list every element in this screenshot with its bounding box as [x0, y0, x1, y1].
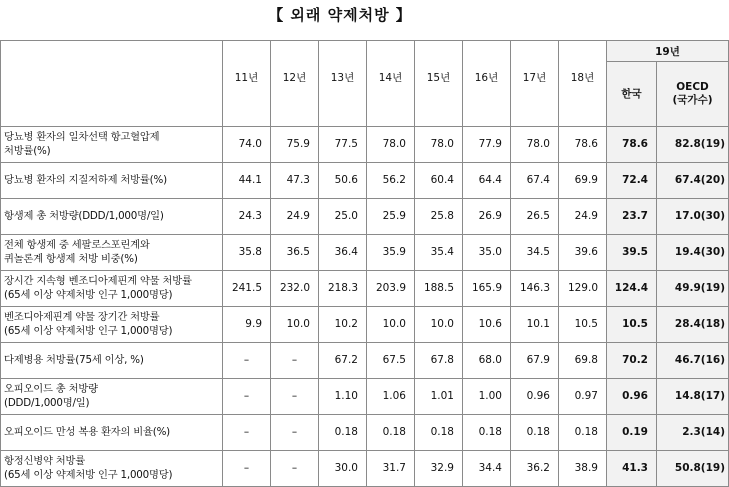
cell-korea-2019: 39.5 — [607, 234, 657, 270]
prescription-table — [0, 40, 729, 487]
cell-year-value: 69.9 — [559, 162, 607, 198]
cell-year-value: 56.2 — [367, 162, 415, 198]
cell-korea-2019: 124.4 — [607, 270, 657, 306]
cell-oecd-2019: 50.8(19) — [657, 450, 729, 486]
row-label-line1: 벤조디아제핀계 약물 장기간 처방률 — [4, 311, 160, 323]
cell-oecd-2019: 19.4(30) — [657, 234, 729, 270]
cell-korea-2019: 41.3 — [607, 450, 657, 486]
row-label-line1: 오피오이드 만성 복용 환자의 비율(%) — [4, 426, 170, 438]
cell-year-value: 24.9 — [271, 198, 319, 234]
cell-year-value: 1.06 — [367, 378, 415, 414]
cell-year-value: 78.0 — [415, 126, 463, 162]
header-oecd-line2: (국가수) — [672, 93, 713, 106]
cell-oecd-2019: 46.7(16) — [657, 342, 729, 378]
row-label-line2: 퀴놀론계 항생제 처방 비중(%) — [4, 253, 138, 265]
cell-year-value: 10.0 — [415, 306, 463, 342]
cell-oecd-2019: 17.0(30) — [657, 198, 729, 234]
row-label — [1, 234, 223, 270]
cell-year-value: 36.2 — [511, 450, 559, 486]
cell-korea-2019: 70.2 — [607, 342, 657, 378]
cell-korea-2019: 78.6 — [607, 126, 657, 162]
row-label-line1: 전체 항생제 중 세팔로스포린계와 — [4, 239, 150, 251]
cell-year-value: 30.0 — [319, 450, 367, 486]
cell-year-value: 47.3 — [271, 162, 319, 198]
cell-year-value: 50.6 — [319, 162, 367, 198]
cell-oecd-2019: 14.8(17) — [657, 378, 729, 414]
cell-year-value: 10.0 — [367, 306, 415, 342]
cell-year-value: 67.2 — [319, 342, 367, 378]
header-year: 18년 — [559, 62, 607, 127]
header-year: 15년 — [415, 62, 463, 127]
cell-year-value: 64.4 — [463, 162, 511, 198]
cell-year-value: 0.96 — [511, 378, 559, 414]
row-label-line1: 장시간 지속형 벤조디아제핀계 약물 처방률 — [4, 275, 192, 287]
row-label-line2: (DDD/1,000명/일) — [4, 397, 90, 409]
row-label — [1, 342, 223, 378]
header-oecd — [657, 62, 729, 127]
cell-year-value: 1.01 — [415, 378, 463, 414]
cell-year-value: 78.0 — [511, 126, 559, 162]
cell-korea-2019: 0.96 — [607, 378, 657, 414]
cell-year-value: 1.10 — [319, 378, 367, 414]
page-title: 【 외래 약제처방 】 — [268, 6, 412, 24]
cell-year-value: 67.4 — [511, 162, 559, 198]
cell-oecd-2019: 2.3(14) — [657, 414, 729, 450]
cell-year-value: 188.5 — [415, 270, 463, 306]
cell-year-value: 25.8 — [415, 198, 463, 234]
header-year: 17년 — [511, 62, 559, 127]
cell-year-value: – — [223, 342, 271, 378]
cell-year-value: 67.5 — [367, 342, 415, 378]
cell-year-value: 35.0 — [463, 234, 511, 270]
cell-korea-2019: 72.4 — [607, 162, 657, 198]
table-row — [1, 162, 729, 198]
cell-year-value: 0.18 — [463, 414, 511, 450]
cell-oecd-2019: 28.4(18) — [657, 306, 729, 342]
cell-year-value: 77.9 — [463, 126, 511, 162]
row-label-line1: 당뇨병 환자의 일차선택 항고혈압제 — [4, 131, 160, 143]
cell-year-value: 10.1 — [511, 306, 559, 342]
cell-year-value: 60.4 — [415, 162, 463, 198]
row-label — [1, 450, 223, 486]
header-year: 13년 — [319, 62, 367, 127]
cell-year-value: – — [271, 450, 319, 486]
header-year: 14년 — [367, 62, 415, 127]
cell-year-value: 10.2 — [319, 306, 367, 342]
row-label — [1, 378, 223, 414]
table-row — [1, 378, 729, 414]
cell-year-value: 165.9 — [463, 270, 511, 306]
cell-oecd-2019: 82.8(19) — [657, 126, 729, 162]
cell-year-value: 218.3 — [319, 270, 367, 306]
row-label-line1: 오피오이드 총 처방량 — [4, 383, 98, 395]
cell-year-value: 0.18 — [415, 414, 463, 450]
row-label — [1, 126, 223, 162]
cell-year-value: 34.4 — [463, 450, 511, 486]
table-row — [1, 234, 729, 270]
table-row — [1, 414, 729, 450]
row-label-line1: 항정신병약 처방률 — [4, 455, 86, 467]
header-year: 11년 — [223, 62, 271, 127]
header-row — [1, 62, 729, 127]
cell-year-value: 44.1 — [223, 162, 271, 198]
cell-year-value: 26.5 — [511, 198, 559, 234]
row-label — [1, 306, 223, 342]
cell-year-value: 67.8 — [415, 342, 463, 378]
cell-year-value: 0.18 — [559, 414, 607, 450]
cell-year-value: 232.0 — [271, 270, 319, 306]
cell-year-value: 35.9 — [367, 234, 415, 270]
header-row-top — [1, 41, 729, 62]
table-row — [1, 342, 729, 378]
cell-year-value: 25.9 — [367, 198, 415, 234]
cell-year-value: 10.6 — [463, 306, 511, 342]
cell-year-value: 24.9 — [559, 198, 607, 234]
cell-year-value: 9.9 — [223, 306, 271, 342]
cell-year-value: 36.5 — [271, 234, 319, 270]
table-row — [1, 270, 729, 306]
cell-year-value: 25.0 — [319, 198, 367, 234]
cell-korea-2019: 23.7 — [607, 198, 657, 234]
cell-year-value: – — [223, 378, 271, 414]
cell-year-value: 146.3 — [511, 270, 559, 306]
table-row — [1, 198, 729, 234]
header-blank — [1, 41, 223, 62]
cell-year-value: 10.5 — [559, 306, 607, 342]
row-label — [1, 414, 223, 450]
row-label-line1: 당뇨병 환자의 지질저하제 처방률(%) — [4, 174, 167, 186]
cell-year-value: 39.6 — [559, 234, 607, 270]
cell-year-value: – — [271, 342, 319, 378]
header-year: 16년 — [463, 62, 511, 127]
cell-year-value: 38.9 — [559, 450, 607, 486]
cell-year-value: 74.0 — [223, 126, 271, 162]
cell-oecd-2019: 67.4(20) — [657, 162, 729, 198]
cell-year-value: 69.8 — [559, 342, 607, 378]
cell-year-value: 31.7 — [367, 450, 415, 486]
cell-year-value: 75.9 — [271, 126, 319, 162]
cell-year-value: 0.18 — [367, 414, 415, 450]
cell-oecd-2019: 49.9(19) — [657, 270, 729, 306]
cell-year-value: – — [223, 414, 271, 450]
header-2019: 19년 — [607, 41, 729, 62]
cell-year-value: 78.6 — [559, 126, 607, 162]
cell-year-value: 68.0 — [463, 342, 511, 378]
row-label — [1, 198, 223, 234]
cell-year-value: 203.9 — [367, 270, 415, 306]
header-korea: 한국 — [607, 62, 657, 127]
cell-year-value: 0.18 — [319, 414, 367, 450]
cell-year-value: 241.5 — [223, 270, 271, 306]
row-label-line2: (65세 이상 약제처방 인구 1,000명당) — [4, 289, 173, 301]
cell-year-value: 32.9 — [415, 450, 463, 486]
row-label-line1: 다제병용 처방률(75세 이상, %) — [4, 354, 144, 366]
cell-year-value: 35.8 — [223, 234, 271, 270]
row-label — [1, 162, 223, 198]
cell-year-value: – — [271, 414, 319, 450]
cell-year-value: 0.18 — [511, 414, 559, 450]
cell-year-value: 10.0 — [271, 306, 319, 342]
cell-year-value: 34.5 — [511, 234, 559, 270]
table-row — [1, 450, 729, 486]
header-oecd-line1: OECD — [676, 80, 709, 93]
row-label-line2: (65세 이상 약제처방 인구 1,000명당) — [4, 325, 173, 337]
cell-year-value: 35.4 — [415, 234, 463, 270]
cell-year-value: 26.9 — [463, 198, 511, 234]
cell-year-value: 77.5 — [319, 126, 367, 162]
header-year: 12년 — [271, 62, 319, 127]
cell-year-value: – — [271, 378, 319, 414]
cell-korea-2019: 0.19 — [607, 414, 657, 450]
cell-year-value: 0.97 — [559, 378, 607, 414]
cell-year-value: 67.9 — [511, 342, 559, 378]
row-label-line2: (65세 이상 약제처방 인구 1,000명당) — [4, 469, 173, 481]
table-row — [1, 306, 729, 342]
cell-year-value: 1.00 — [463, 378, 511, 414]
row-label-line1: 항생제 총 처방량(DDD/1,000명/일) — [4, 210, 164, 222]
row-label-line2: 처방률(%) — [4, 145, 51, 157]
cell-year-value: – — [223, 450, 271, 486]
cell-year-value: 129.0 — [559, 270, 607, 306]
cell-year-value: 78.0 — [367, 126, 415, 162]
cell-korea-2019: 10.5 — [607, 306, 657, 342]
cell-year-value: 36.4 — [319, 234, 367, 270]
row-label — [1, 270, 223, 306]
cell-year-value: 24.3 — [223, 198, 271, 234]
table-row — [1, 126, 729, 162]
